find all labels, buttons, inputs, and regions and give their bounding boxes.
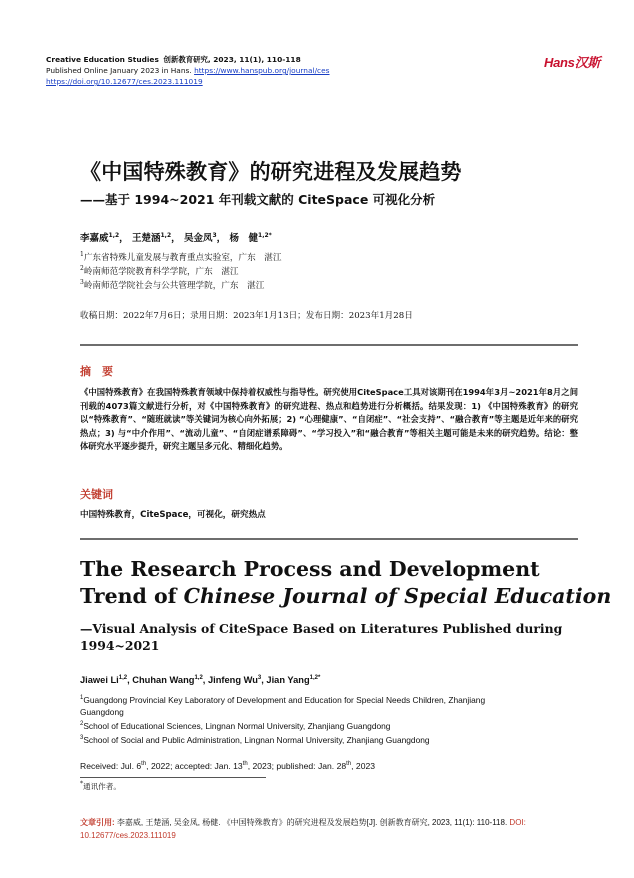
author-separator: ，: [171, 233, 181, 244]
journal-url-link[interactable]: https://www.hanspub.org/journal/ces: [194, 66, 330, 75]
published-online-text: Published Online January 2023 in Hans.: [46, 66, 192, 75]
abstract-heading: 摘 要: [80, 365, 113, 378]
affiliation-text: 岭南师范学院社会与公共管理学院，广东 湛江: [83, 281, 265, 291]
affiliation-cn: [80, 279, 264, 293]
title-en: [80, 556, 611, 610]
author-aff-sup: 1,2: [118, 674, 128, 681]
journal-name-en: Creative Education Studies: [46, 55, 159, 64]
journal-header-line: [46, 54, 301, 65]
affiliation-num: 1: [80, 695, 84, 702]
author-aff-sup: 1,2: [160, 231, 172, 239]
affiliation-num: 1: [80, 251, 84, 259]
footnote-mark: *: [80, 780, 83, 788]
affiliation-cn: [80, 265, 239, 279]
title-en-line2: [80, 583, 611, 610]
date-sup: th: [141, 761, 147, 768]
keywords-text: 中国特殊教育，CiteSpace，可视化，研究热点: [80, 510, 266, 520]
author-en: Jinfeng Wu: [207, 675, 258, 685]
doi-link[interactable]: https://doi.org/10.12677/ces.2023.111019: [46, 77, 203, 86]
author-cn: 杨 健: [229, 233, 259, 244]
citation-block: [80, 816, 580, 842]
author-en: Jiawei Li: [80, 675, 119, 685]
author-aff-sup: 3: [212, 231, 217, 239]
affiliation-en: [80, 734, 430, 746]
citation-doi[interactable]: DOI: 10.12677/ces.2023.111019: [80, 818, 526, 840]
footnote-divider: [80, 777, 266, 778]
authors-en: Jiawei Li$^{1,2}$, Chuhan Wang$^{1,2}$, Jinfeng Wu$^3$, Jian Yang$^{1,2*}$: [80, 674, 321, 685]
author-aff-sup: 1,2*: [258, 231, 272, 239]
title-en-journal: Chinese Journal of Special Education: [183, 584, 612, 608]
title-cn: 《中国特殊教育》的研究进程及发展趋势: [80, 160, 462, 184]
affiliation-num: 3: [80, 735, 84, 742]
author-separator: ，: [216, 233, 227, 244]
citation-label: 文章引用:: [80, 818, 115, 827]
subtitle-en-line1: —Visual Analysis of CiteSpace Based on Literatures Published during: [80, 621, 563, 636]
affiliation-en: [80, 720, 390, 732]
corresponding-author-note: [80, 781, 121, 792]
author-cn: 李嘉威: [80, 233, 109, 244]
author-cn: 王楚涵: [131, 233, 161, 244]
affiliation-text: School of Educational Sciences, Lingnan Normal University, Zhanjiang Guangdong: [83, 721, 391, 731]
affiliation-text: Guangdong Provincial Key Laboratory of Development and Education for Special Needs Children, Zhanjiang: [83, 695, 486, 705]
affiliation-num: 3: [80, 279, 84, 287]
journal-name-cn: 创新教育研究, 2023, 11(1), 110-118: [163, 55, 301, 64]
doi-line: [46, 76, 203, 87]
subtitle-cn: ——基于 1994~2021 年刊载文献的 CiteSpace 可视化分析: [80, 192, 436, 207]
affiliation-text: 广东省特殊儿童发展与教育重点实验室，广东 湛江: [83, 253, 282, 263]
abstract-text: 《中国特殊教育》在我国特殊教育领域中保持着权威性与指导性。研究使用CiteSpace工具对该期刊在1994年3月~2021年8月之间刊载的4073篇文献进行分析，对《中国特殊教育》的研究进程、热点和趋势进行分析概括。结果发现：1) 《中国特殊教育》的研究以“特殊教育”、“随班就读”等关键词为核心向外拓展；2) “心理健康”、“自闭症”、“社会支持”、“融合教育”等主题是近年来的研究热点；3) 与“中介作用”、“流动儿童”、“自闭症谱系障碍”、“学习投入”和“融合教育”等相关主题可能是未来的研究趋势。结论：整体研究水平逐步提升，研究主题呈多元化、精细化趋势。: [80, 387, 578, 452]
author-aff-sup: 1,2*: [309, 674, 321, 681]
published-online-line: [46, 65, 330, 76]
published-year: , 2023: [351, 761, 376, 771]
citation-text: 李嘉威, 王楚涵, 吴金凤, 杨健. 《中国特殊教育》的研究进程及发展趋势[J]. 创新教育研究, 2023, 11(1): 110-118.: [114, 818, 508, 827]
published-date: , 2023; published: Jan. 28: [247, 761, 347, 771]
subtitle-en-line2: 1994~2021: [80, 638, 160, 653]
received-date: Received: Jul. 6: [80, 761, 142, 771]
title-en-prefix: Trend of: [80, 584, 184, 608]
affiliation-num: 2: [80, 265, 84, 273]
affiliation-en: [80, 694, 485, 706]
dates-en: [80, 761, 375, 771]
section-divider: [80, 538, 578, 540]
dates-cn: 收稿日期：2022年7月6日；录用日期：2023年1月13日；发布日期：2023年1月28日: [80, 311, 413, 321]
date-sup: th: [242, 761, 248, 768]
hans-logo: Hans汉斯: [544, 55, 600, 70]
keywords-heading: 关键词: [80, 488, 113, 501]
accepted-date: , 2022; accepted: Jan. 13: [146, 761, 243, 771]
title-en-line1: The Research Process and Development: [80, 557, 540, 581]
footnote-text: 通讯作者。: [83, 782, 121, 791]
subtitle-en: [80, 620, 562, 654]
section-divider: [80, 344, 578, 346]
affiliation-num: 2: [80, 721, 84, 728]
affiliation-text: 岭南师范学院教育科学学院，广东 湛江: [83, 267, 239, 277]
author-aff-sup: 3: [257, 674, 262, 681]
affiliation-en-cont: Guangdong: [80, 707, 124, 717]
affiliation-text: School of Social and Public Administration, Lingnan Normal University, Zhanjiang Guangdong: [83, 735, 430, 745]
author-cn: 吴金凤: [183, 233, 213, 244]
authors-cn: [80, 230, 272, 244]
author-aff-sup: 1,2: [194, 674, 203, 681]
date-sup: th: [346, 761, 352, 768]
author-en: Chuhan Wang: [132, 675, 195, 685]
author-en: Jian Yang: [266, 675, 310, 685]
affiliation-cn: [80, 251, 282, 265]
author-aff-sup: 1,2: [108, 231, 120, 239]
author-separator: ，: [119, 233, 129, 244]
